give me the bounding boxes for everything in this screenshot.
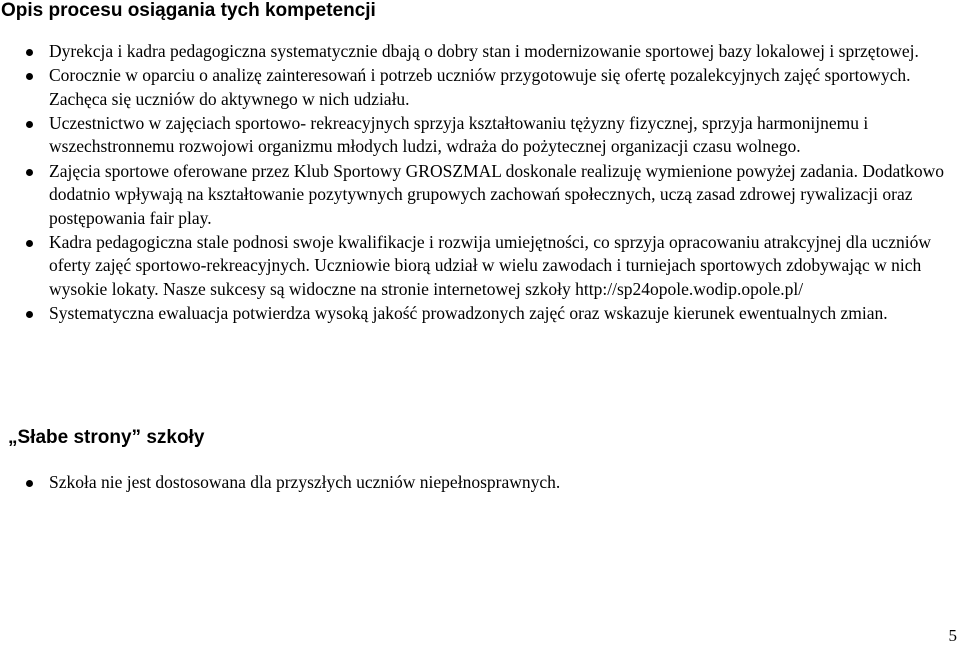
- bullet-icon: [26, 240, 33, 247]
- list-item-text: Zajęcia sportowe oferowane przez Klub Sportowy GROSZMAL doskonale realizuję wymienione powyżej zadania. Dodatkowo dodatnio wpływają na kształtowanie pozytywnych grupowych zachowań społecznych, uczą zasad zdrowej rywalizacji oraz postępowania fair play.: [49, 160, 944, 228]
- weaknesses-list: [0, 471, 960, 495]
- page-number: 5: [948, 626, 957, 645]
- list-item-text: Uczestnictwo w zajęciach sportowo- rekreacyjnych sprzyja kształtowaniu tężyzny fizycznej, sprzyja harmonijnemu i wszechstronnemu rozwojowi organizmu młodych ludzi, wdraża do pożytecznej organizacji czasu wolnego.: [49, 113, 869, 157]
- bullet-icon: [26, 49, 33, 56]
- list-item: [0, 64, 960, 111]
- section-heading-weaknesses: „Słabe strony” szkoły: [8, 427, 205, 448]
- list-item-text: Szkoła nie jest dostosowana dla przyszłych uczniów niepełnosprawnych.: [49, 472, 561, 492]
- bullet-icon: [26, 480, 33, 487]
- list-item: [0, 40, 960, 63]
- bullet-icon: [26, 121, 33, 128]
- list-item-text: Kadra pedagogiczna stale podnosi swoje kwalifikacje i rozwija umiejętności, co sprzyja opracowaniu atrakcyjnej dla uczniów oferty zajęć sportowo-rekreacyjnych. Uczniowie biorą udział w wielu zawodach i turniejach sportowych zdobywając w nich wysokie lokaty. Nasze sukcesy są widoczne na stronie internetowej szkoły http://sp24opole.wodip.opole.pl/: [49, 231, 931, 299]
- bullet-icon: [26, 169, 33, 176]
- bullet-icon: [26, 73, 33, 80]
- list-item-text: Corocznie w oparciu o analizę zainteresowań i potrzeb uczniów przygotowuje się ofertę pozalekcyjnych zajęć sportowych. Zachęca się uczniów do aktywnego w nich udziału.: [49, 65, 911, 109]
- bullet-icon: [26, 311, 33, 318]
- list-item: [0, 112, 960, 159]
- competence-process-list: [0, 40, 960, 326]
- list-item: [0, 160, 960, 230]
- list-item: [0, 471, 960, 494]
- list-item-text: Dyrekcja i kadra pedagogiczna systematycznie dbają o dobry stan i modernizowanie sportowej bazy lokalowej i sprzętowej.: [49, 41, 919, 61]
- list-item-text: Systematyczna ewaluacja potwierdza wysoką jakość prowadzonych zajęć oraz wskazuje kierunek ewentualnych zmian.: [49, 302, 888, 323]
- section-heading-competence-process: Opis procesu osiągania tych kompetencji: [1, 0, 376, 21]
- list-item: [0, 302, 960, 325]
- list-item: [0, 231, 960, 301]
